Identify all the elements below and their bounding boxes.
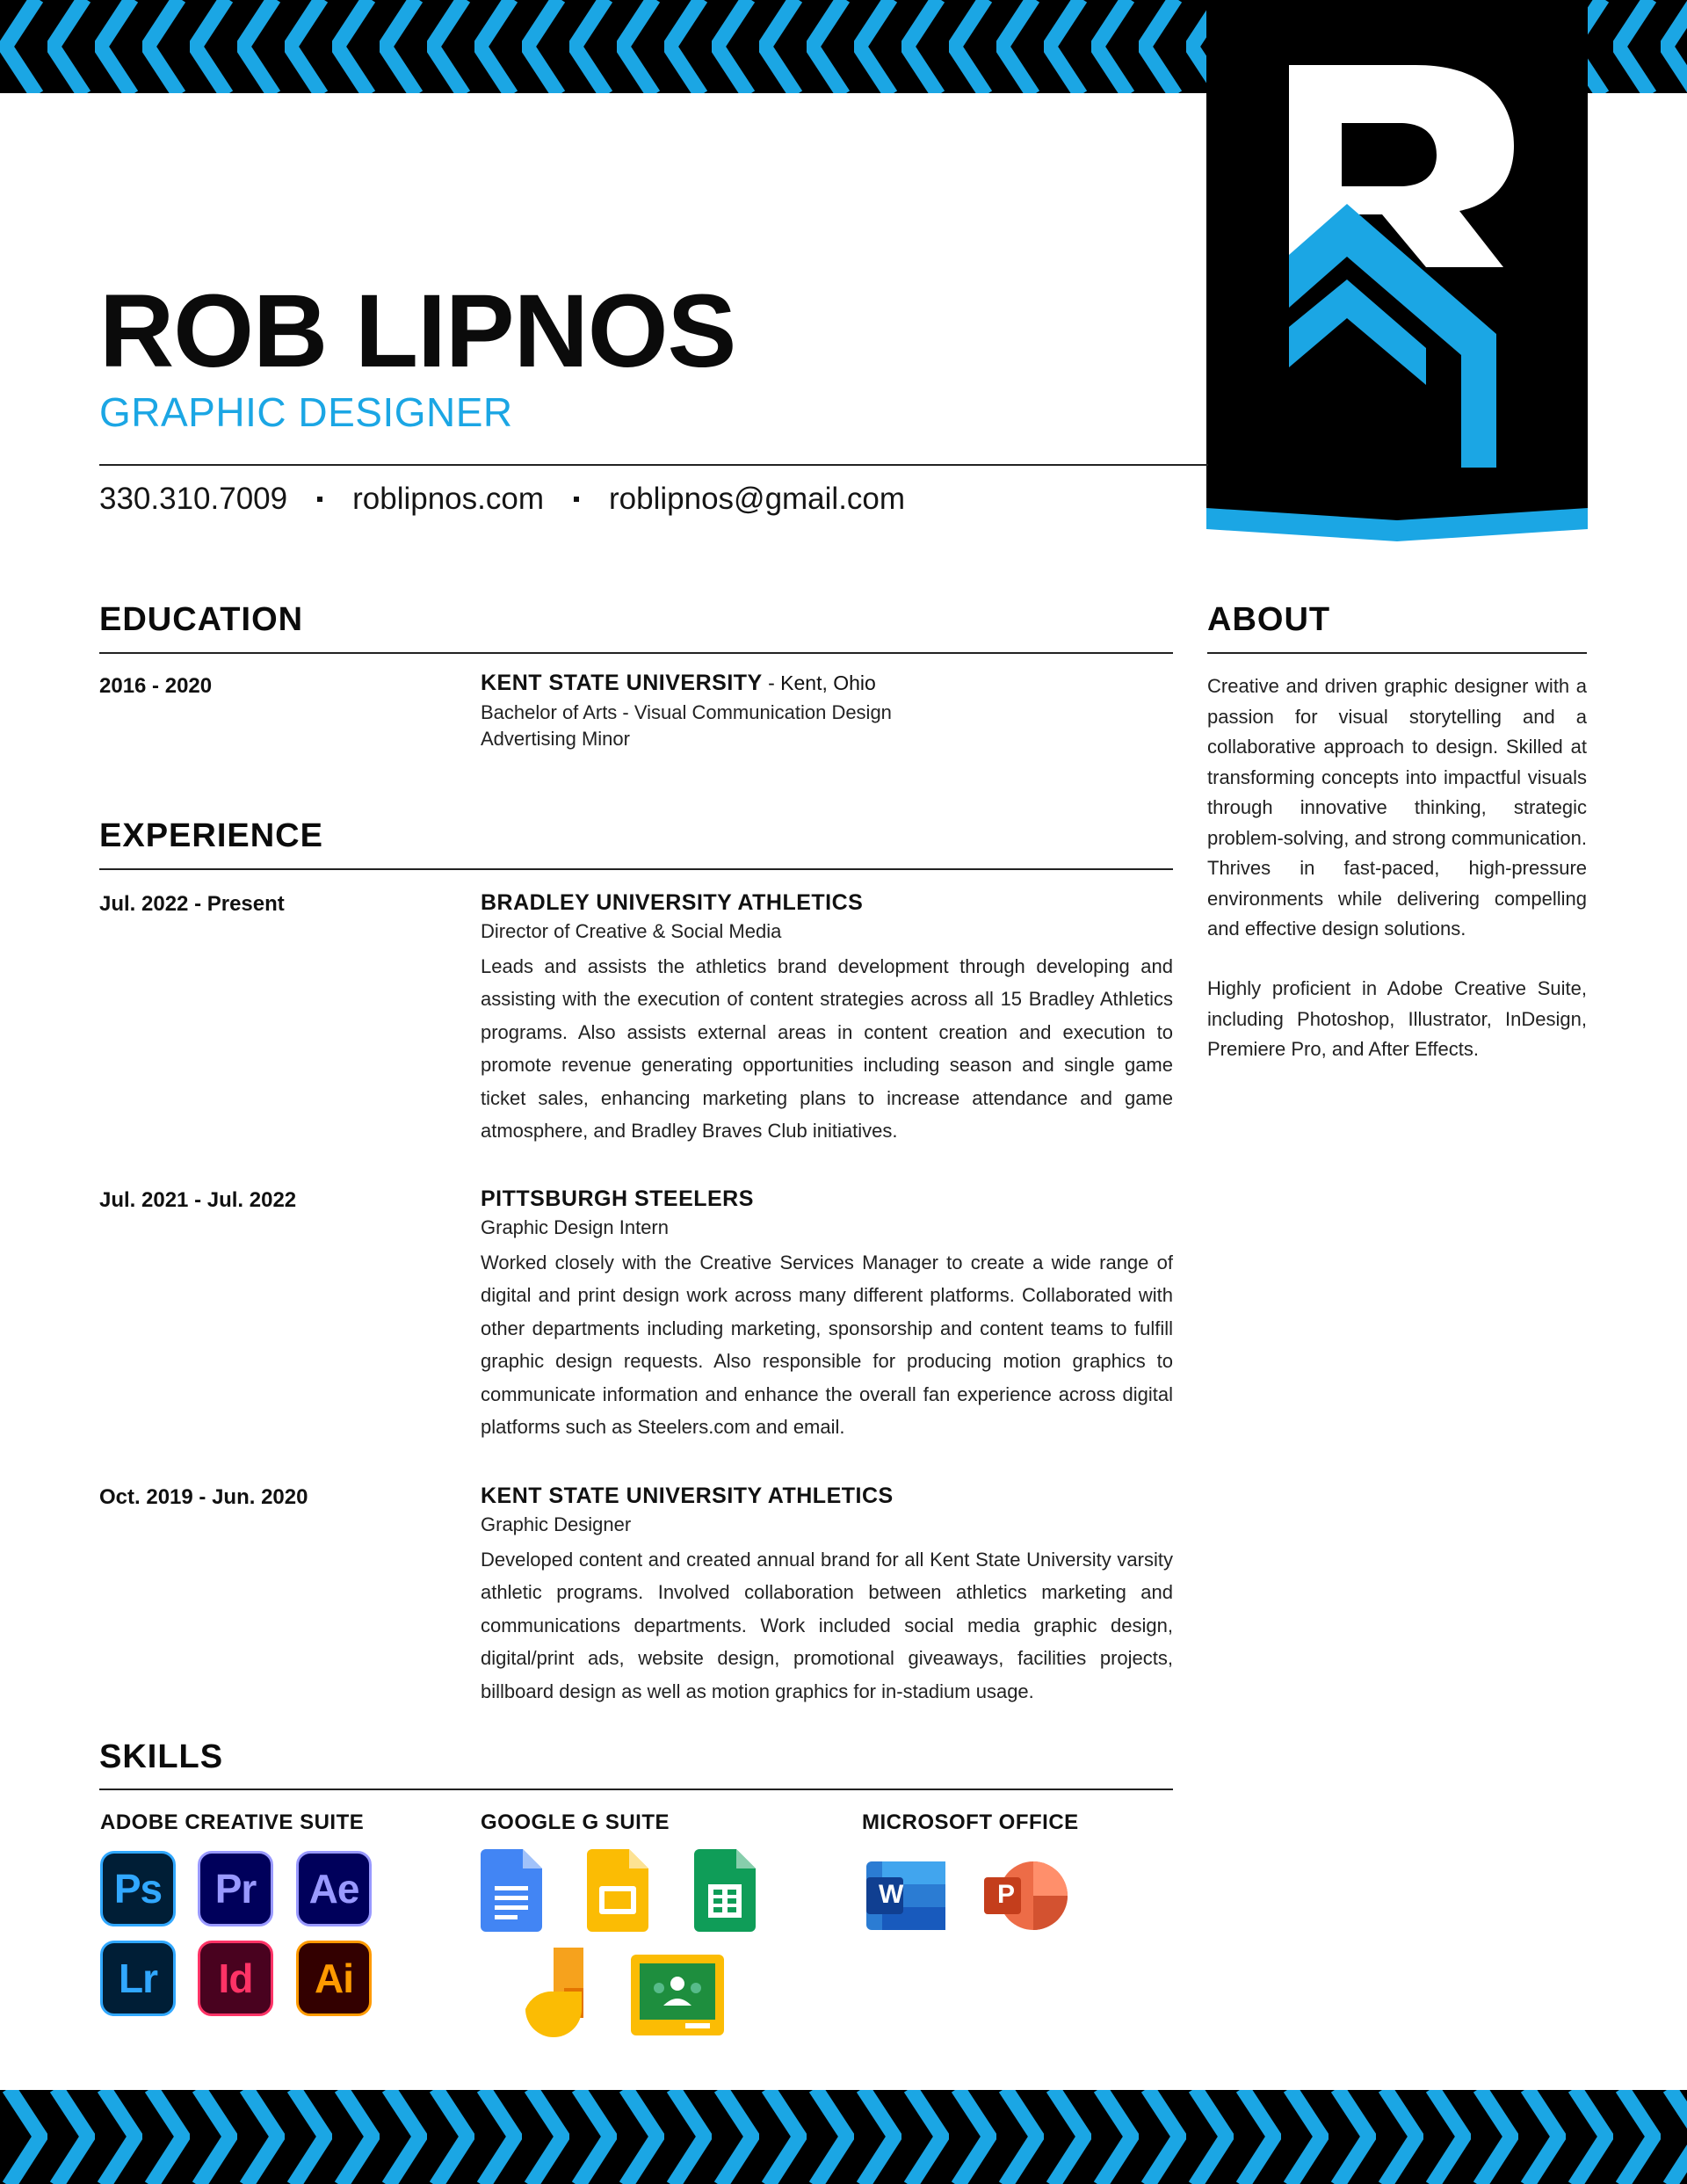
school-location: - Kent, Ohio (762, 671, 876, 694)
about-heading: ABOUT (1207, 601, 1331, 638)
separator-dot (574, 497, 579, 502)
about-paragraph: Creative and driven graphic designer with a passion for visual storytelling and a collaborative approach to design. Skilled at transforming concepts into impactful visuals through innovative thinking, strategic problem-solving, and strong communication. Thrives in fast-paced, high-pressure environments while delivering compelling and effective design solutions. (1207, 675, 1587, 940)
education-dates: 2016 - 2020 (99, 674, 213, 698)
bottom-chevron-pattern (0, 2090, 1687, 2184)
logo-banner (1206, 0, 1588, 541)
experience-dates: Jul. 2021 - Jul. 2022 (99, 1188, 297, 1212)
experience-entry (481, 892, 1173, 1148)
job-description: Leads and assists the athletics brand development through developing and assisting with the execution of content strategies across all 15 Bradley Athletics programs. Also assists external areas in content creation and execution to promote revenue generating opportunities including season and single game ticket sales, enhancing marketing plans to increase attendance and game atmosphere, and Bradley Braves Club initiatives. (481, 954, 1173, 1143)
website-link[interactable]: roblipnos.com (352, 482, 544, 516)
phone-number[interactable]: 330.310.7009 (99, 482, 288, 516)
bottom-chevron-stripe (0, 2090, 1687, 2184)
powerpoint-letter: P (997, 1880, 1016, 1909)
experience-entry (481, 1188, 1173, 1444)
indesign-icon: Id (198, 1941, 273, 2016)
about-divider (1207, 652, 1587, 654)
organization: PITTSBURGH STEELERS (481, 1186, 754, 1211)
skills-divider (99, 1789, 1173, 1790)
google-heading: GOOGLE G SUITE (481, 1810, 670, 1834)
job-title: GRAPHIC DESIGNER (99, 389, 513, 435)
experience-entry (481, 1485, 1173, 1708)
microsoft-heading: MICROSOFT OFFICE (862, 1810, 1079, 1834)
after-effects-icon: Ae (296, 1851, 372, 1926)
role: Director of Creative & Social Media (481, 920, 782, 942)
google-jamboard-icon (520, 1948, 590, 2043)
header-divider (99, 464, 1208, 466)
role: Graphic Design Intern (481, 1216, 669, 1238)
role: Graphic Designer (481, 1513, 632, 1535)
illustrator-icon: Ai (296, 1941, 372, 2016)
about-paragraph-software: Highly proficient in Adobe Creative Suite, including Photoshop, Illustrator, InDesign, Premiere Pro, and After Effects. (1207, 977, 1587, 1060)
email-link[interactable]: roblipnos@gmail.com (609, 482, 906, 516)
organization: BRADLEY UNIVERSITY ATHLETICS (481, 890, 864, 915)
experience-heading: EXPERIENCE (99, 817, 323, 854)
experience-dates: Jul. 2022 - Present (99, 892, 285, 916)
school-name: KENT STATE UNIVERSITY - Kent, Ohio (481, 671, 876, 695)
job-description: Worked closely with the Creative Services Manager to create a wide range of digital and print design work across many different platforms. Collaborated with other departments including marketing, sponsorship and content teams to fulfill graphic design requests. Also responsible for producing motion graphics to communicate information and enhance the overall fan experience across digital platforms such as Steelers.com and email. (481, 1251, 1173, 1439)
organization: KENT STATE UNIVERSITY ATHLETICS (481, 1484, 894, 1508)
google-slides-icon (587, 1849, 648, 1932)
word-letter: W (879, 1880, 904, 1909)
separator-dot (317, 497, 322, 502)
degree: Bachelor of Arts - Visual Communication Design (481, 701, 892, 723)
education-entry (481, 672, 892, 751)
education-divider (99, 652, 1173, 654)
rl-monogram-logo (1206, 0, 1588, 541)
skills-heading: SKILLS (99, 1738, 224, 1775)
adobe-heading: ADOBE CREATIVE SUITE (100, 1810, 365, 1834)
minor: Advertising Minor (481, 727, 630, 750)
experience-dates: Oct. 2019 - Jun. 2020 (99, 1485, 308, 1509)
lightroom-icon: Lr (100, 1941, 176, 2016)
google-classroom-icon (631, 1955, 724, 2035)
google-sheets-icon (694, 1849, 756, 1932)
premiere-icon: Pr (198, 1851, 273, 1926)
google-docs-icon (481, 1849, 542, 1932)
candidate-name: ROB LIPNOS (99, 273, 736, 389)
education-heading: EDUCATION (99, 601, 304, 638)
photoshop-icon: Ps (100, 1851, 176, 1926)
contact-line (99, 483, 905, 514)
experience-divider (99, 868, 1173, 870)
job-description: Developed content and created annual brand for all Kent State University varsity athletic programs. Involved collaboration between athletics marketing and communications departments. Work included social media graphic design, digital/print ads, website design, promotional giveaways, facilities projects, billboard design as well as motion graphics for in-stadium usage. (481, 1548, 1173, 1702)
